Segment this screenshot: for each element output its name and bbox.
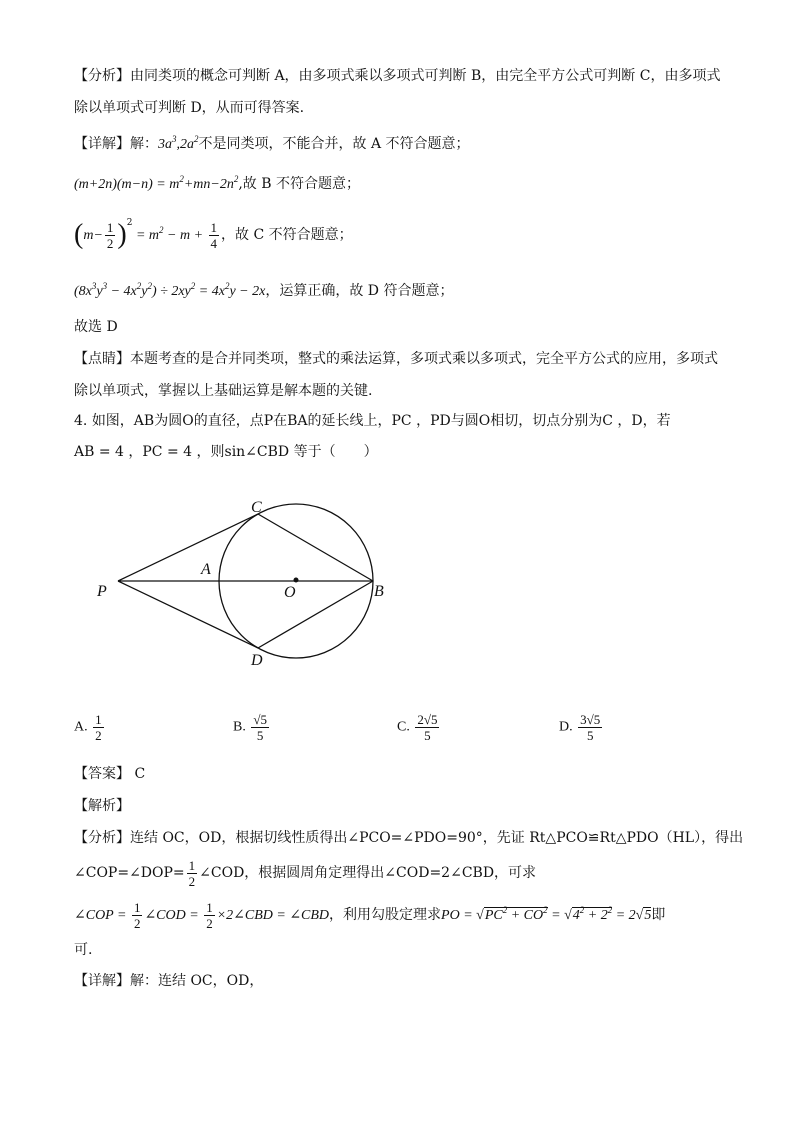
- question-text-1: 如图，AB为圆O的直径，点P在BA的延长线上，PC ，PD与圆O相切，切点分别为C ，D，若: [91, 413, 671, 429]
- segment-pc: [118, 514, 258, 581]
- segment-db: [258, 581, 373, 648]
- detail-d-suffix: ，运算正确，故 D 符合题意；: [265, 283, 454, 299]
- answer-tag: 【答案】: [74, 766, 130, 782]
- comment-line-2: 除以单项式，掌握以上基础运算是解本题的关键.: [74, 383, 373, 399]
- label-a: A: [201, 561, 211, 578]
- option-b[interactable]: B. $\frac{√5}{5}$: [233, 712, 267, 743]
- question-line-2: AB = 4 ，PC = 4 ，则sin∠CBD 等于（ ）: [74, 444, 378, 460]
- detail-line-a: 【详解】解：$3a^3,2a^2$不是同类项，不能合并，故 A 不符合题意；: [74, 134, 470, 152]
- analysis2-line-3: ∠COP = $\frac{1}{2}$ ∠COD = $\frac{1}{2}$ ×2∠CBD = ∠CBD，利用勾股定理求PO = $√PC^2 + CO^2 = √4^2 + 2^2 = 2√5$即: [74, 899, 666, 931]
- detail-line-b: $(m+2n)(m-n) = m^2+mn-2n^2$,故 B 不符合题意；: [74, 174, 360, 192]
- analysis-line-1: [74, 66, 720, 86]
- option-c[interactable]: C. $\frac{2√5}{5}$: [397, 712, 438, 743]
- label-b: B: [374, 583, 384, 600]
- label-d: D: [251, 652, 263, 669]
- analysis-tag: 【分析】: [74, 68, 130, 84]
- parse-line: 【解析】: [74, 798, 130, 814]
- detail-a-suffix: 不是同类项，不能合并，故 A 不符合题意；: [198, 136, 470, 152]
- analysis2-line-2: ∠COP=∠DOP= $\frac{1}{2}$ ∠COD，根据圆周角定理得出∠COD=2∠CBD，可求: [74, 857, 537, 889]
- analysis-line-2: 除以单项式可判断 D，从而可得答案.: [74, 100, 305, 116]
- answer-line: [74, 764, 145, 784]
- analysis-text: 由同类项的概念可判断 A，由多项式乘以多项式可判断 B，由完全平方公式可判断 C，由多项式: [130, 68, 721, 84]
- detail-tag: 【详解】: [74, 136, 130, 152]
- question-line-1: [74, 411, 671, 431]
- comment-tag: 【点睛】: [74, 351, 130, 367]
- analysis2-line-4: 可.: [74, 942, 93, 958]
- option-d[interactable]: D. $\frac{3√5}{5}$: [559, 712, 601, 743]
- segment-cb: [258, 514, 373, 581]
- geometry-figure: [0, 490, 794, 680]
- detail-line-c: (m− $\frac{1}{2}$ )$^2 = m^2 - m$ + $\frac{1}{4}$ ，故 C 不符合题意；: [74, 218, 353, 251]
- label-o: O: [284, 584, 296, 601]
- detail-line-d: $(8x^3y^3 - 4x^2y^2) \div 2xy^2 = 4x^2y - 2x$，运算正确，故 D 符合题意；: [74, 281, 454, 299]
- analysis2-line-1: 【分析】连结 OC，OD，根据切线性质得出∠PCO=∠PDO=90°，先证 Rt△PCO≌Rt△PDO（HL），得出: [74, 830, 744, 846]
- label-c: C: [251, 499, 262, 516]
- question-number: 4.: [74, 413, 88, 429]
- detail-c-suffix: ，故 C 不符合题意；: [221, 227, 353, 243]
- option-a[interactable]: A. $\frac{1}{2}$: [74, 712, 102, 743]
- center-dot: [294, 578, 299, 583]
- detail2-line: 【详解】解：连结 OC，OD，: [74, 973, 264, 989]
- choose-line: 故选 D: [74, 319, 118, 335]
- label-p: P: [97, 583, 107, 600]
- answer-value: C: [134, 766, 146, 782]
- segment-pd: [118, 581, 258, 648]
- comment-line-1: 【点睛】本题考查的是合并同类项，整式的乘法运算，多项式乘以多项式，完全平方公式的应用，多项式: [74, 351, 718, 367]
- detail-b-suffix: 故 B 不符合题意；: [242, 176, 360, 192]
